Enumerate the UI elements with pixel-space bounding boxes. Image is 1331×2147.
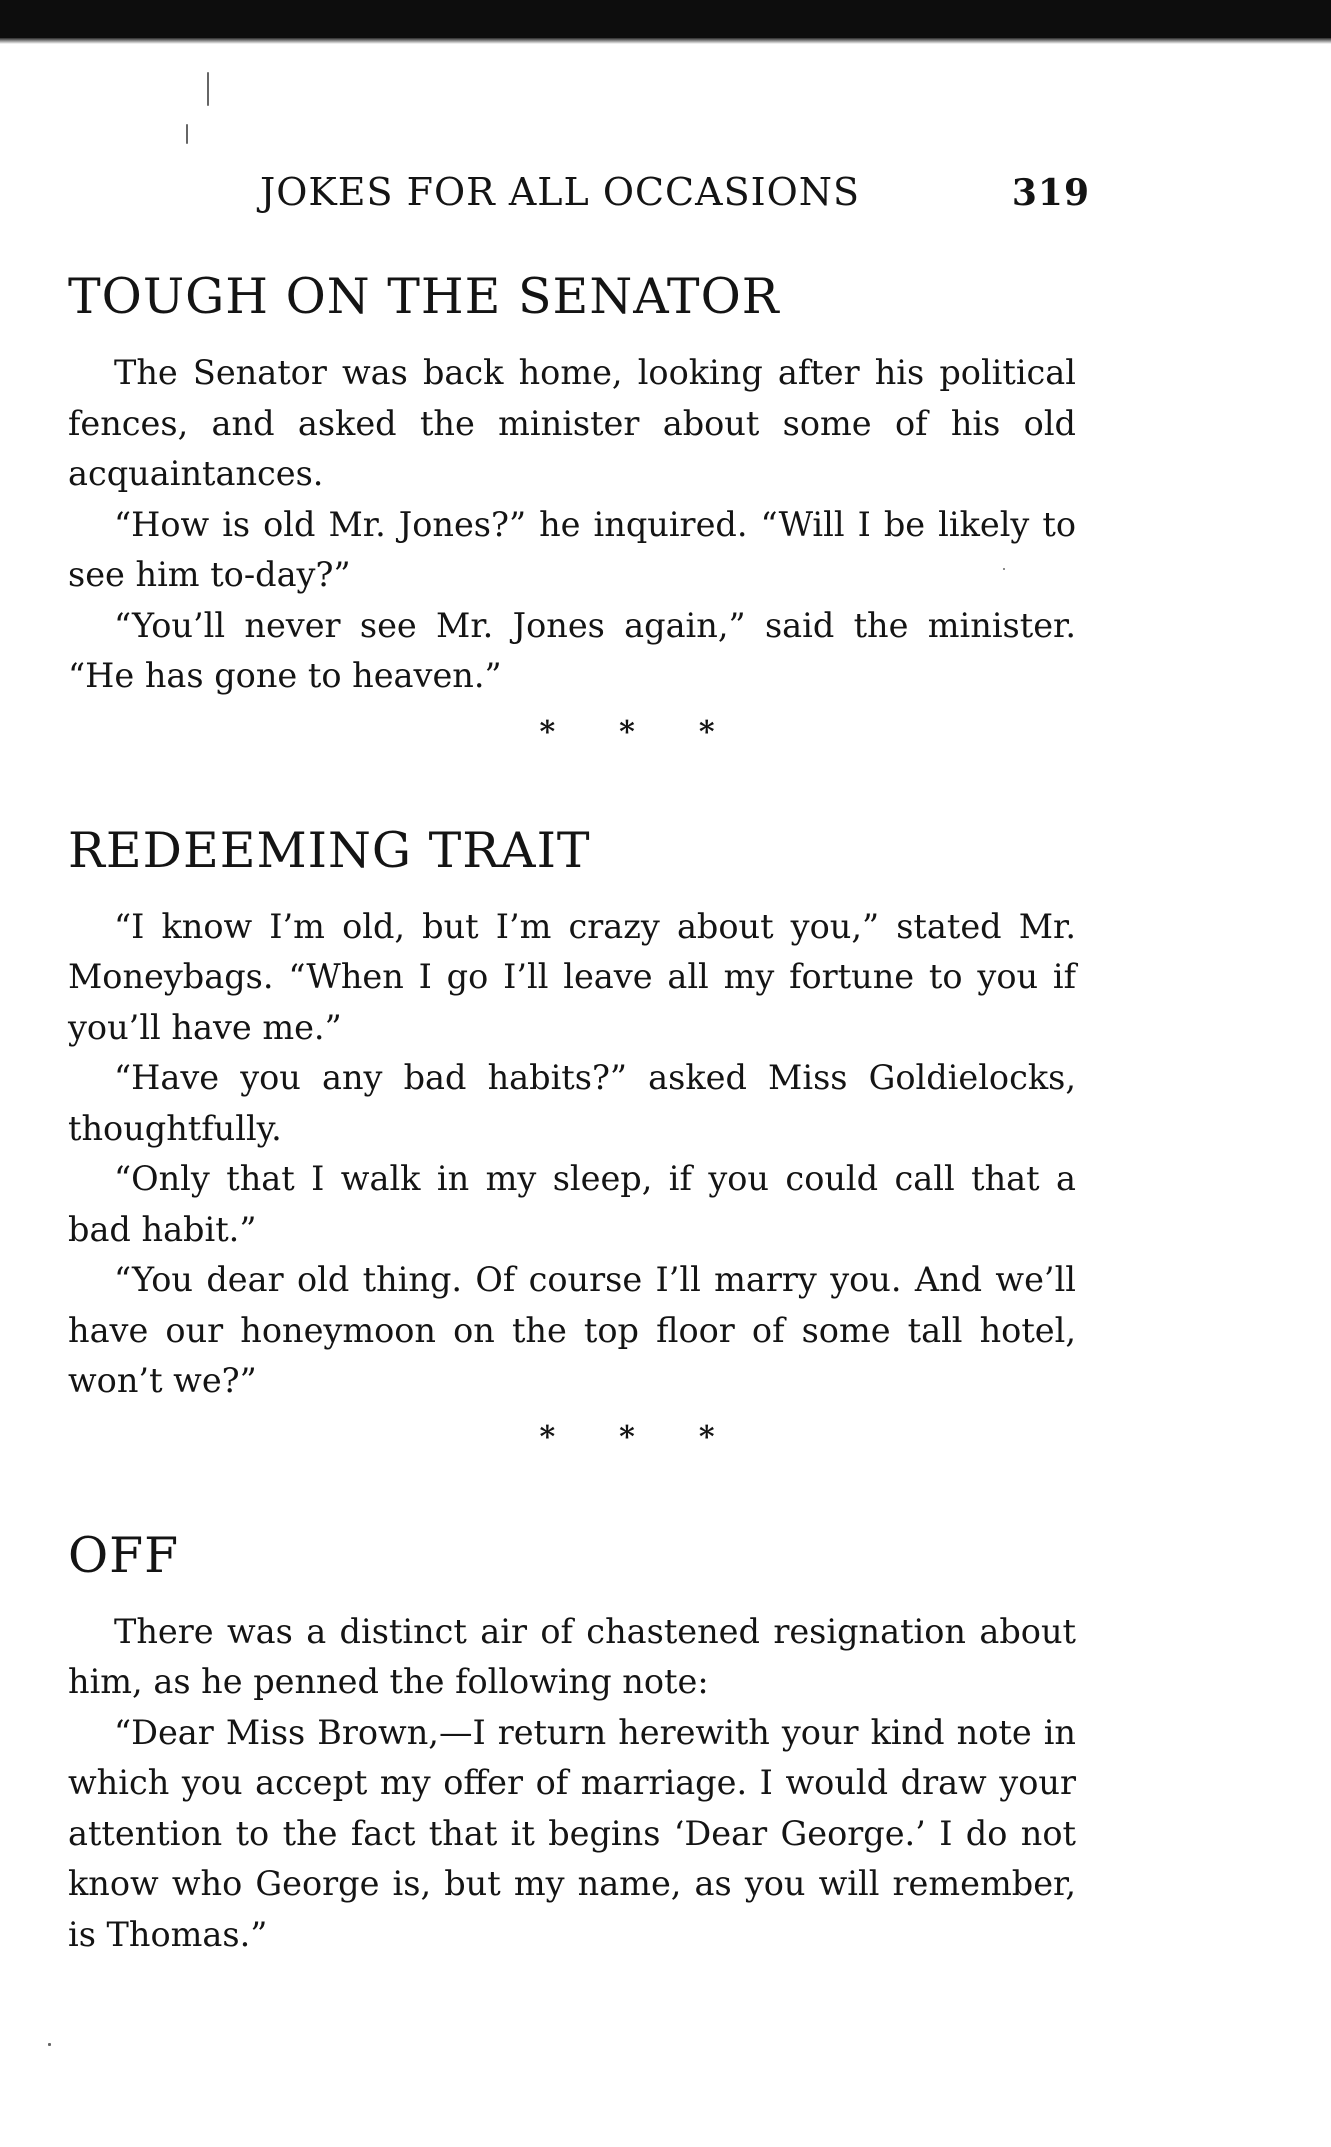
separator-star: * (539, 714, 556, 750)
page-content (68, 262, 1076, 1960)
joke-section-redeeming-trait (68, 816, 1076, 1463)
section-separator (68, 1413, 1076, 1463)
paragraph: “How is old Mr. Jones?” he inquired. “Will I be likely to see him to-day?” (68, 504, 1076, 594)
separator-star: * (619, 714, 635, 750)
running-title: JOKES FOR ALL OCCASIONS (260, 170, 861, 214)
paragraph: “Only that I walk in my sleep, if you could call that a bad habit.” (68, 1159, 1076, 1249)
paragraph: “You dear old thing. Of course I’ll marry you. And we’ll have our honeymoon on the top floor of some tall hotel, won’t we?” (68, 1260, 1076, 1400)
section-heading: REDEEMING TRAIT (68, 821, 591, 879)
paragraph: “Have you any bad habits?” asked Miss Goldielocks, thoughtfully. (68, 1058, 1076, 1148)
paragraph: The Senator was back home, looking after his political fences, and asked the minister about some of his old acquaintances. (68, 353, 1076, 493)
separator-star: * (698, 714, 715, 750)
separator-star: * (619, 1419, 635, 1455)
paragraph: “You’ll never see Mr. Jones again,” said the minister. “He has gone to heaven.” (68, 605, 1076, 695)
scan-top-border-fade (0, 38, 1331, 44)
section-separator (68, 708, 1076, 758)
paragraph: “Dear Miss Brown,—I return herewith your kind note in which you accept my offer of marriage. I would draw your attention to the fact that it begins ‘Dear George.’ I do not know who George is, but my name, as you will remember, is Thomas.” (68, 1712, 1076, 1954)
paragraph: There was a distinct air of chastened resignation about him, as he penned the following note: (68, 1611, 1076, 1701)
page-number: 319 (1011, 172, 1090, 214)
running-head (260, 170, 1090, 220)
paragraph: “I know I’m old, but I’m crazy about you,” stated Mr. Moneybags. “When I go I’ll leave all my fortune to you if you’ll have me.” (68, 906, 1076, 1047)
separator-star: * (698, 1419, 715, 1455)
section-heading: OFF (68, 1526, 180, 1584)
joke-section-tough-on-the-senator (68, 262, 1076, 758)
joke-section-off (68, 1521, 1076, 1961)
scan-top-border (0, 0, 1331, 38)
separator-star: * (539, 1419, 556, 1455)
section-heading: TOUGH ON THE SENATOR (68, 268, 780, 325)
